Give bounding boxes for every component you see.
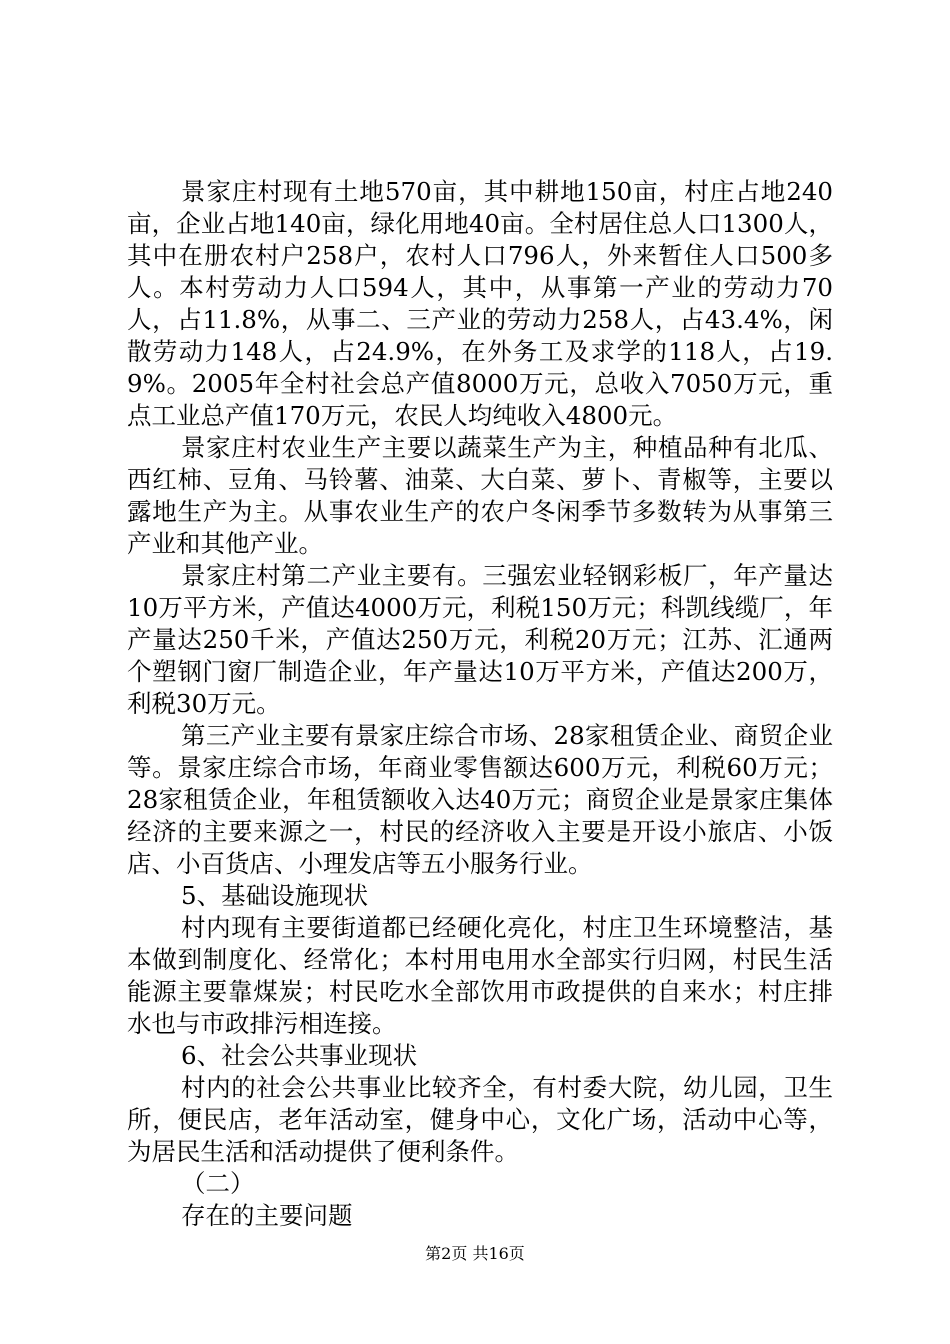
document-body [127, 176, 833, 1232]
paragraph-secondary-industry: 景家庄村第二产业主要有。三强宏业轻钢彩板厂，年产量达10万平方米，产值达4000万元，利税150万元；科凯线缆厂，年产量达250千米，产值达250万元，利税20万元；江苏、汇通两个塑钢门窗厂制造企业，年产量达10万平方米，产值达200万，利税30万元。 [127, 561, 833, 718]
page-number: 第2页 共16页 [425, 1244, 525, 1263]
section-marker: （二） [181, 1169, 255, 1198]
paragraph-tertiary-industry: 第三产业主要有景家庄综合市场、28家租赁企业、商贸企业等。景家庄综合市场，年商业零售额达600万元，利税60万元；28家租赁企业，年租赁额收入达40万元；商贸企业是景家庄集体经济的主要来源之一，村民的经济收入主要是开设小旅店、小饭店、小百货店、小理发店等五小服务行业。 [127, 721, 833, 878]
paragraph-infrastructure: 村内现有主要街道都已经硬化亮化，村庄卫生环境整洁，基本做到制度化、经常化；本村用电用水全部实行归网，村民生活能源主要靠煤炭；村民吃水全部饮用市政提供的自来水；村庄排水也与市政排污相连接。 [127, 913, 833, 1038]
heading-public-services: 6、社会公共事业现状 [181, 1041, 418, 1070]
paragraph-land-population: 景家庄村现有土地570亩，其中耕地150亩，村庄占地240亩，企业占地140亩，绿化用地40亩。全村居住总人口1300人，其中在册农村户258户，农村人口796人，外来暂住人口500多人。本村劳动力人口594人，其中，从事第一产业的劳动力70人，占11.8%，从事二、三产业的劳动力258人，占43.4%，闲散劳动力148人，占24.9%，在外务工及求学的118人，占19.9%。2005年全村社会总产值8000万元，总收入7050万元，重点工业总产值170万元，农民人均纯收入4800元。 [127, 177, 833, 430]
heading-infrastructure: 5、基础设施现状 [181, 881, 369, 910]
paragraph-public-services: 村内的社会公共事业比较齐全，有村委大院，幼儿园，卫生所，便民店，老年活动室，健身中心，文化广场，活动中心等，为居民生活和活动提供了便利条件。 [127, 1073, 833, 1166]
section-title: 存在的主要问题 [181, 1201, 353, 1230]
paragraph-agriculture: 景家庄村农业生产主要以蔬菜生产为主，种植品种有北瓜、西红柿、豆角、马铃薯、油菜、大白菜、萝卜、青椒等，主要以露地生产为主。从事农业生产的农户冬闲季节多数转为从事第三产业和其他产业。 [127, 433, 833, 558]
